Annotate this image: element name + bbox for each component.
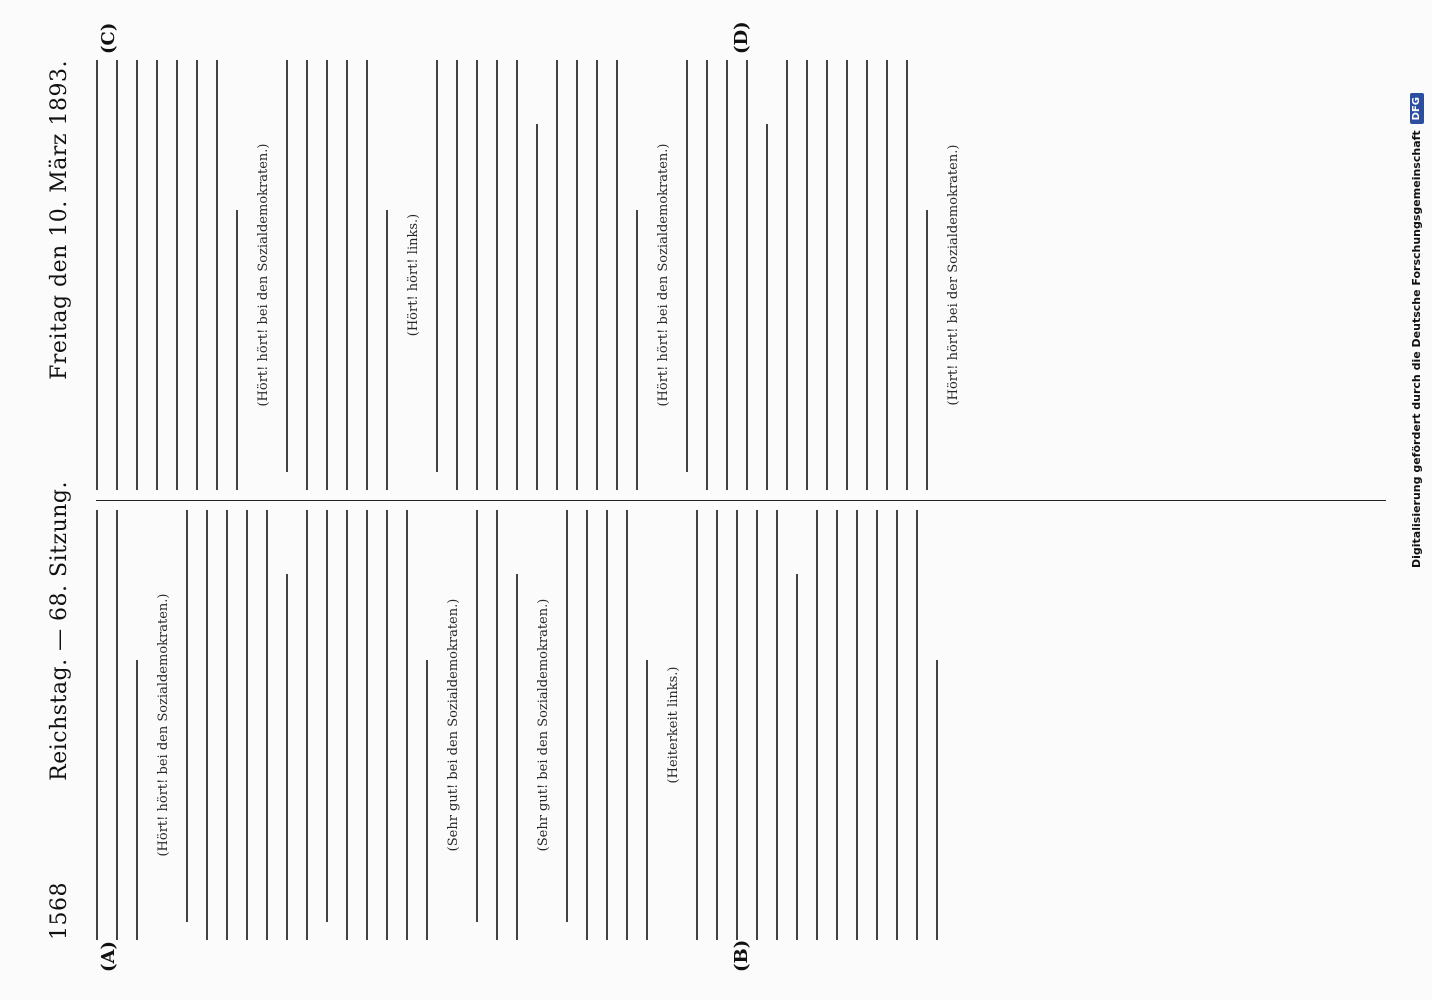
text-line <box>926 211 928 491</box>
text-line <box>846 60 848 490</box>
text-line <box>856 510 858 940</box>
text-line <box>806 60 808 490</box>
text-line <box>726 60 728 490</box>
text-line <box>206 510 208 940</box>
column-divider <box>96 500 1386 501</box>
text-line <box>876 510 878 940</box>
text-line <box>836 510 838 940</box>
text-line <box>266 510 268 940</box>
text-line <box>796 575 798 941</box>
text-line <box>596 60 598 490</box>
text-line <box>176 60 178 490</box>
text-line <box>626 510 628 940</box>
text-line <box>286 60 288 472</box>
text-line <box>116 60 118 490</box>
text-line <box>816 510 818 940</box>
text-line <box>616 60 618 490</box>
text-line <box>786 60 788 490</box>
text-line <box>136 661 138 941</box>
text-line <box>366 510 368 940</box>
text-line <box>776 510 778 940</box>
text-line <box>646 661 648 941</box>
text-line <box>866 60 868 490</box>
text-line <box>886 60 888 490</box>
text-line <box>96 510 98 940</box>
text-line <box>826 60 828 490</box>
text-line <box>436 60 438 472</box>
text-line <box>566 510 568 922</box>
text-line <box>216 60 218 490</box>
dfg-text-block <box>1408 8 1426 568</box>
text-line <box>496 60 498 490</box>
text-line <box>346 510 348 940</box>
text-line <box>236 211 238 491</box>
text-line <box>766 125 768 491</box>
text-line <box>516 575 518 941</box>
text-line <box>476 60 478 490</box>
text-line <box>916 510 918 940</box>
text-line <box>346 60 348 490</box>
text-line <box>636 211 638 491</box>
text-line <box>366 60 368 490</box>
text-line <box>186 510 188 922</box>
text-line <box>196 60 198 490</box>
text-line <box>586 510 588 940</box>
header-date: Freitag den 10. März 1893. <box>46 60 72 380</box>
margin-letter-c: (C) <box>98 22 119 54</box>
text-line <box>576 60 578 490</box>
text-line <box>606 510 608 940</box>
note: (Sehr gut! bei den Sozialdemokraten.) <box>536 598 551 852</box>
text-line <box>716 510 718 940</box>
text-line <box>906 60 908 490</box>
text-line <box>306 510 308 940</box>
dfg-side-strip <box>1408 8 1426 568</box>
note: (Sehr gut! bei den Sozialdemokraten.) <box>446 598 461 852</box>
text-line <box>736 510 738 940</box>
dfg-notice-text: Digitalisierung gefördert durch die Deutsche Forschungsgemeinschaft <box>1410 130 1423 568</box>
header-title: Reichstag. — 68. Sitzung. <box>46 481 72 781</box>
text-line <box>536 125 538 491</box>
text-line <box>116 510 118 940</box>
text-line <box>516 60 518 490</box>
left-column <box>96 510 1396 940</box>
text-line <box>96 60 98 490</box>
text-line <box>686 60 688 472</box>
page-header <box>44 60 74 940</box>
text-line <box>326 510 328 922</box>
text-line <box>326 60 328 490</box>
margin-letter-d: (D) <box>731 21 752 54</box>
dfg-logo-icon: DFG <box>1410 93 1424 124</box>
text-line <box>246 510 248 940</box>
note: (Hört! hört! bei den Sozialdemokraten.) <box>156 593 171 857</box>
right-column <box>96 60 1396 490</box>
text-line <box>896 510 898 940</box>
text-line <box>556 60 558 490</box>
text-line <box>496 510 498 940</box>
note: (Hört! hört! bei den Sozialdemokraten.) <box>256 143 271 407</box>
margin-letter-a: (A) <box>98 941 119 972</box>
note: (Hört! hört! bei den Sozialdemokraten.) <box>656 143 671 407</box>
text-line <box>136 60 138 490</box>
text-line <box>706 60 708 490</box>
text-line <box>386 510 388 940</box>
note: (Hört! hört! links.) <box>406 213 421 337</box>
text-line <box>476 510 478 922</box>
rotated-page-content <box>26 20 1406 980</box>
note: (Hört! hört! bei der Sozialdemokraten.) <box>946 144 961 406</box>
note: (Heiterkeit links.) <box>666 666 681 784</box>
text-line <box>456 60 458 490</box>
text-line <box>696 510 698 940</box>
text-line <box>406 510 408 940</box>
page-number: 1568 <box>46 882 72 940</box>
text-line <box>386 211 388 491</box>
text-line <box>156 60 158 490</box>
text-line <box>426 661 428 941</box>
text-line <box>226 510 228 940</box>
text-line <box>306 60 308 490</box>
text-line <box>286 575 288 941</box>
text-line <box>756 510 758 940</box>
text-line <box>936 661 938 941</box>
text-line <box>746 60 748 490</box>
margin-letter-b: (B) <box>731 939 752 972</box>
